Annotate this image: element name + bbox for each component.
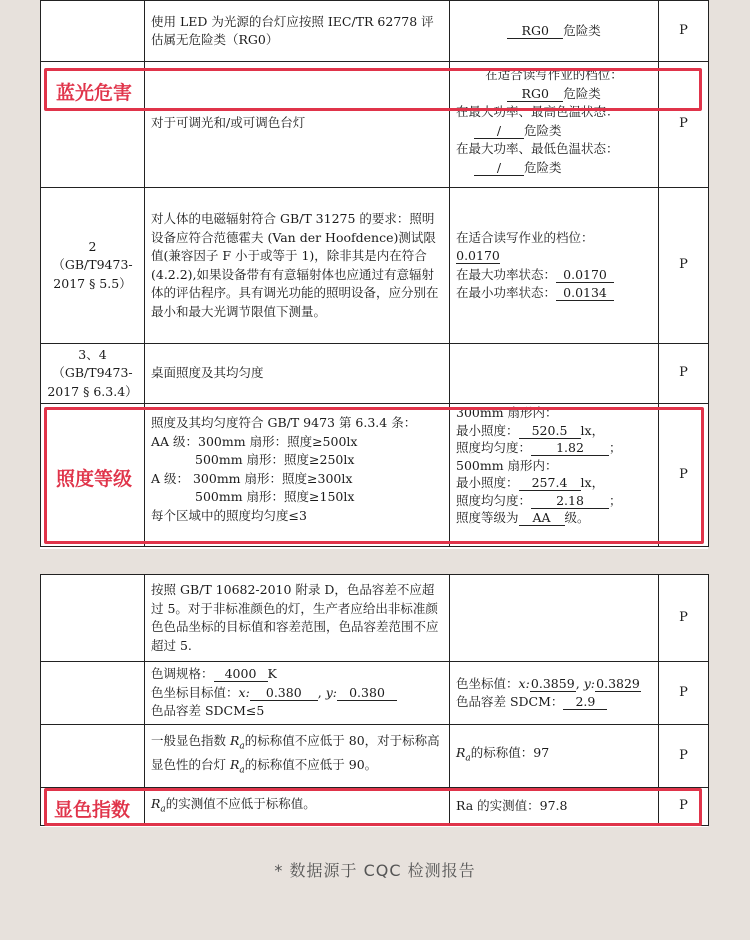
- result-cell: RG0 危险类: [450, 1, 659, 62]
- requirement-cell: 对人体的电磁辐射符合 GB/T 31275 的要求：照明设备应符合范德霍夫 (Van der Hoofdence)测试限值(兼容因子 F 小于或等于 1)，除非其是内在符合(4.2.2),如果设备带有有意辐射体也应通过有意辐射体的评估程序。具有调光功能的照明设备，应分别在最小和最大光调节限值下测量。: [145, 188, 450, 344]
- verdict-cell: P: [659, 662, 709, 725]
- ra-symbol: $R_a$: [456, 745, 471, 764]
- ra-symbol: $R_a$: [230, 733, 245, 752]
- report-table-upper: [40, 0, 708, 549]
- clause-cell: [41, 662, 145, 725]
- table-row: [41, 188, 709, 344]
- result-cell: 色坐标值：x:0.3859, y:0.3829 色品容差 SDCM： 2.9: [450, 662, 659, 725]
- requirement-cell: 桌面照度及其均匀度: [145, 344, 450, 404]
- result-cell: 在适合读写作业的档位： RG0 危险类 在最大功率、最高色温状态： / 危险类 在最大功率、最低色温状态： / 危险类: [450, 62, 659, 188]
- verdict-cell: P: [659, 344, 709, 404]
- table-row: [41, 1, 709, 62]
- verdict-cell: P: [659, 188, 709, 344]
- verdict-cell: P: [659, 1, 709, 62]
- verdict-cell: P: [659, 788, 709, 826]
- clause-cell: [41, 575, 145, 662]
- requirement-cell: 按照 GB/T 10682-2010 附录 D，色品容差不应超过 5。对于非标准颜色的灯，生产者应给出非标准颜色色品坐标的目标值和容差范围，色品容差范围不应超过 5.: [145, 575, 450, 662]
- color-rendering-tag: 显色指数: [50, 795, 134, 822]
- result-cell: Ra 的实测值：97.8: [450, 788, 659, 826]
- source-footnote: * 数据源于 CQC 检测报告: [274, 861, 476, 880]
- verdict-cell: P: [659, 404, 709, 547]
- table-row: [41, 344, 709, 404]
- clause-cell: 2 （GB/T9473-2017 § 5.5）: [41, 188, 145, 344]
- verdict-cell: P: [659, 575, 709, 662]
- table-row: [41, 404, 709, 547]
- result-cell: $R_a$的标称值：97: [450, 725, 659, 788]
- table-row: [41, 662, 709, 725]
- requirement-cell: 照度及其均匀度符合 GB/T 9473 第 6.3.4 条： AA 级：300mm 扇形：照度≥500lx 500mm 扇形：照度≥250lx A 级： 300mm 扇形：照度≥300lx 500mm 扇形：照度≥150lx 每个区域中的照度均匀度≤3: [145, 404, 450, 547]
- result-cell: 在适合读写作业的档位： 0.0170 在最大功率状态： 0.0170 在最小功率状态： 0.0134: [450, 188, 659, 344]
- requirement-cell: 一般显色指数 $R_a$的标称值不应低于 80，对于标称高显色性的台灯 $R_a$的标称值不应低于 90。: [145, 725, 450, 788]
- illuminance-grade-tag: 照度等级: [52, 464, 136, 491]
- clause-cell: 3、4 （GB/T9473-2017 § 6.3.4）: [41, 344, 145, 404]
- requirement-cell: 对于可调光和/或可调色台灯: [145, 62, 450, 188]
- verdict-cell: P: [659, 725, 709, 788]
- verdict-cell: P: [659, 62, 709, 188]
- test-results-table: [40, 0, 709, 547]
- requirement-cell: 色调规格： 4000 K 色坐标目标值：x: 0.380 , y: 0.380 色品容差 SDCM≤5: [145, 662, 450, 725]
- blue-light-hazard-tag: 蓝光危害: [52, 78, 136, 105]
- report-table-lower: [40, 574, 708, 827]
- result-cell: [450, 344, 659, 404]
- table-row: [41, 788, 709, 826]
- result-cell: 300mm 扇形内： 最小照度： 520.5 lx， 照度均匀度： 1.82 ； 500mm 扇形内： 最小照度： 257.4 lx， 照度均匀度： 2.18 ； 照度等级为 AA 级。: [450, 404, 659, 547]
- table-row: [41, 62, 709, 188]
- result-cell: [450, 575, 659, 662]
- clause-cell: [41, 725, 145, 788]
- ra-symbol: $R_a$: [151, 795, 166, 814]
- requirement-cell: $R_a$的实测值不应低于标称值。: [145, 788, 450, 826]
- clause-cell: [41, 1, 145, 62]
- color-results-table: [40, 574, 709, 826]
- ra-symbol: $R_a$: [230, 757, 245, 776]
- table-row: [41, 725, 709, 788]
- table-row: [41, 575, 709, 662]
- requirement-cell: 使用 LED 为光源的台灯应按照 IEC/TR 62778 评估属无危险类（RG0）: [145, 1, 450, 62]
